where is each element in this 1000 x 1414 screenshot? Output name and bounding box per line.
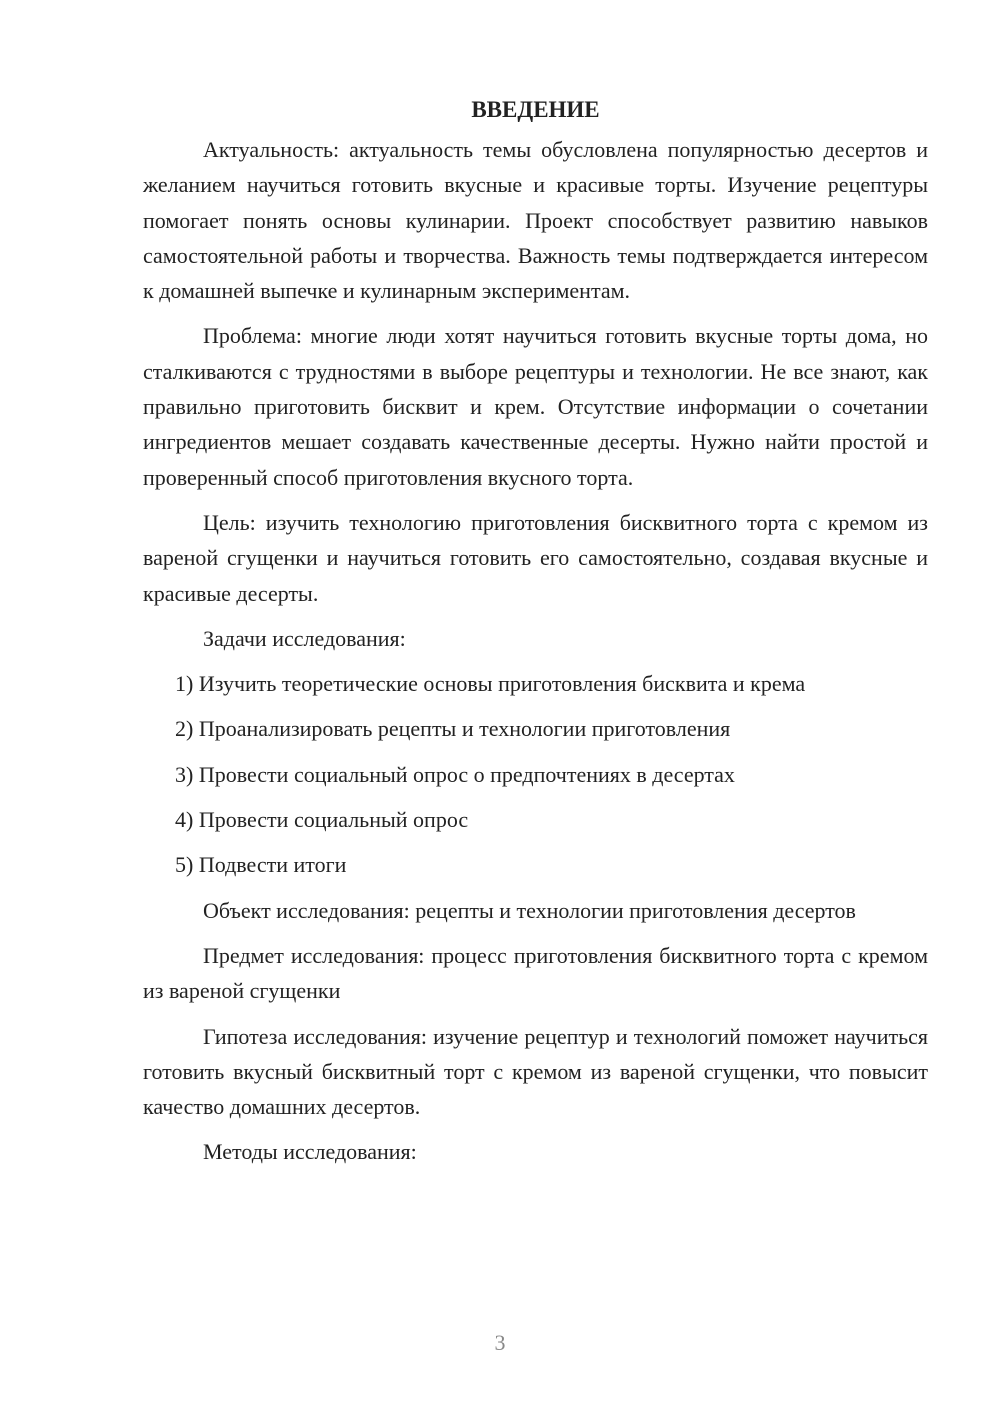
goal-paragraph: Цель: изучить технологию приготовления бисквитного торта с кремом из вареной сгущенки и научиться готовить его самостоятельно, создавая вкусные и красивые десерты. [143,509,928,606]
task-item: 1) Изучить теоретические основы приготовления бисквита и крема [175,671,806,697]
section-title: ВВЕДЕНИЕ [471,97,600,122]
tasks-heading: Задачи исследования: [203,625,406,651]
problem-paragraph: Проблема: многие люди хотят научиться готовить вкусные торты дома, но сталкиваются с трудностями в выборе рецептуры и технологии. Не все знают, как правильно приготовить бисквит и крем. Отсутствие информации о сочетании ингредиентов мешает создавать качественные десерты. Нужно найти простой и проверенный способ приготовления вкусного торта. [143,323,928,490]
task-item: 3) Провести социальный опрос о предпочтениях в десертах [175,761,735,787]
page-number: 3 [494,1330,506,1355]
methods-heading: Методы исследования: [203,1139,417,1165]
hypothesis-paragraph: Гипотеза исследования: изучение рецептур и технологий поможет научиться готовить вкусный бисквитный торт с кремом из вареной сгущенки, что повысит качество домашних десертов. [143,1023,928,1120]
task-item: 2) Проанализировать рецепты и технологии приготовления [175,716,731,742]
subject-paragraph: Предмет исследования: процесс приготовления бисквитного торта с кремом из вареной сгущенки [143,942,928,1004]
task-item: 4) Провести социальный опрос [175,807,469,833]
task-item: 5) Подвести итоги [175,852,347,878]
relevance-paragraph: Актуальность: актуальность темы обусловлена популярностью десертов и желанием научиться готовить вкусные и красивые торты. Изучение рецептуры помогает понять основы кулинарии. Проект способствует развитию навыков самостоятельной работы и творчества. Важность темы подтверждается интересом к домашней выпечке и кулинарным экспериментам. [143,137,928,304]
document-page [143,92,928,1180]
object-paragraph: Объект исследования: рецепты и технологии приготовления десертов [203,897,856,923]
tasks-list [143,666,928,882]
